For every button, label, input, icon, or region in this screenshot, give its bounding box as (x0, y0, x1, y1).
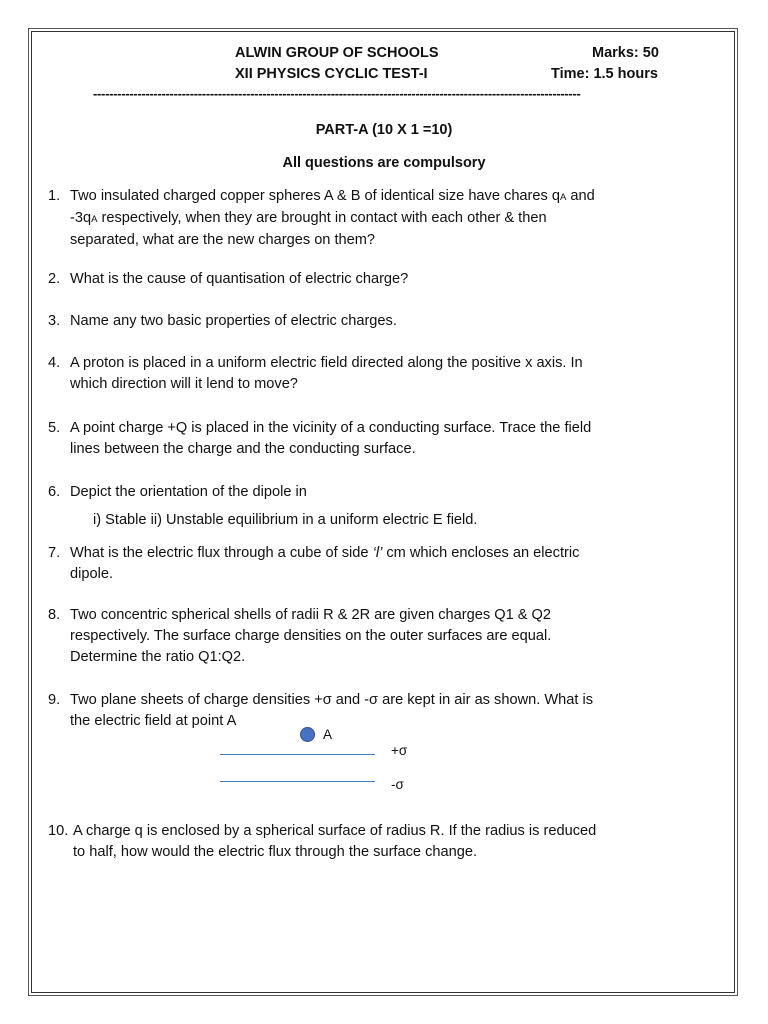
question-text: Determine the ratio Q1:Q2. (70, 649, 246, 665)
question-text: A charge q is enclosed by a spherical surface of radius R. If the radius is reduced (73, 823, 597, 839)
positive-sheet-label: +σ (391, 743, 408, 758)
question-text: the electric field at point A (70, 713, 237, 729)
time: Time: 1.5 hours (551, 66, 658, 82)
test-title: XII PHYSICS CYCLIC TEST-I (235, 66, 428, 82)
question-text: respectively. The surface charge densities on the outer surfaces are equal. (70, 628, 552, 644)
negative-sheet-label: -σ (391, 777, 404, 792)
negative-sheet-line (220, 781, 375, 782)
question-text: which direction will it lend to move? (70, 376, 298, 392)
question-number: 5. (48, 420, 61, 436)
question-number: 7. (48, 545, 61, 561)
question-text: A proton is placed in a uniform electric field directed along the positive x axis. In (70, 355, 583, 371)
question-text: What is the electric flux through a cube of side ‘l’ cm which encloses an electric (70, 545, 580, 561)
question-number: 3. (48, 313, 61, 329)
question-number: 6. (48, 484, 61, 500)
point-a-label: A (323, 727, 333, 742)
marks: Marks: 50 (592, 45, 659, 61)
header-divider: ------------------------------------------------------------------------------------------------------------------------- (93, 86, 581, 101)
part-title: PART-A (10 X 1 =10) (315, 122, 453, 138)
question-number: 8. (48, 607, 61, 623)
question-number: 4. (48, 355, 61, 371)
question-text: Name any two basic properties of electric charges. (70, 313, 397, 329)
question-text: lines between the charge and the conducting surface. (70, 441, 416, 457)
question-text: A point charge +Q is placed in the vicinity of a conducting surface. Trace the field (70, 420, 592, 436)
question-number: 10. (48, 823, 69, 839)
question-text: What is the cause of quantisation of electric charge? (70, 271, 409, 287)
question-1-line-3: separated, what are the new charges on them? (70, 232, 376, 248)
question-text: Depict the orientation of the dipole in (70, 484, 307, 500)
question-text: dipole. (70, 566, 114, 582)
instruction: All questions are compulsory (282, 155, 486, 171)
question-number: 9. (48, 692, 61, 708)
school-name: ALWIN GROUP OF SCHOOLS (235, 45, 439, 61)
question-1-line-1: Two insulated charged copper spheres A & B of identical size have chares qA and (70, 188, 595, 204)
question-number: 2. (48, 271, 61, 287)
question-number: 1. (48, 188, 61, 204)
question-text: to half, how would the electric flux through the surface change. (73, 844, 478, 860)
question-6-subpart: i) Stable ii) Unstable equilibrium in a uniform electric E field. (93, 512, 478, 528)
question-text: Two concentric spherical shells of radii R & 2R are given charges Q1 & Q2 (70, 607, 552, 623)
point-a-marker (300, 727, 315, 742)
question-text: Two plane sheets of charge densities +σ and -σ are kept in air as shown. What is (70, 692, 593, 708)
question-1-line-2: -3qA respectively, when they are brought in contact with each other & then (70, 210, 547, 226)
positive-sheet-line (220, 754, 375, 755)
